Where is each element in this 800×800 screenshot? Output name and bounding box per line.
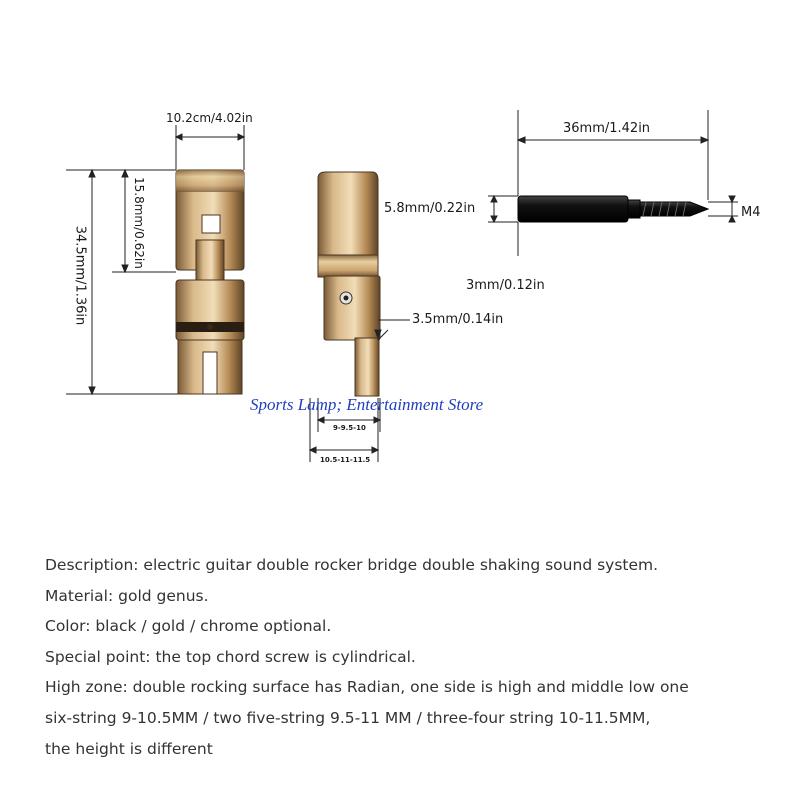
- dim-inner-height: 15.8mm/0.62in: [132, 177, 146, 269]
- dim-range-2: 10.5-11-11.5: [320, 456, 371, 464]
- dim-range-1: 9-9.5-10: [333, 424, 366, 432]
- dim-saddle-thickness: 3.5mm/0.14in: [412, 312, 504, 327]
- description-line: Color: black / gold / chrome optional.: [45, 617, 332, 636]
- store-watermark: Sports Lamp; Entertainment Store: [250, 395, 484, 414]
- description-line: Special point: the top chord screw is cylindrical.: [45, 647, 416, 666]
- description-line: the height is different: [45, 739, 213, 758]
- description-line: Description: electric guitar double rocker bridge double shaking sound system.: [45, 556, 659, 574]
- product-description: [45, 550, 765, 764]
- dim-screw-length: 36mm/1.42in: [563, 121, 651, 136]
- dim-screw-tip: 3mm/0.12in: [466, 278, 545, 293]
- dim-width-top: 10.2cm/4.02in: [166, 111, 253, 125]
- description-line: six-string 9-10.5MM / two five-string 9.5-11 MM / three-four string 10-11.5MM,: [45, 708, 651, 727]
- dim-thread: M4: [741, 205, 761, 220]
- description-line: High zone: double rocking surface has Radian, one side is high and middle low one: [45, 678, 689, 697]
- bridge-screw: [518, 196, 708, 222]
- saddle-side-view: [318, 172, 380, 396]
- description-line: Material: gold genus.: [45, 586, 209, 605]
- saddle-front-view: [176, 170, 244, 394]
- dim-screw-diameter: 5.8mm/0.22in: [384, 201, 476, 216]
- dim-total-height: 34.5mm/1.36in: [72, 225, 88, 326]
